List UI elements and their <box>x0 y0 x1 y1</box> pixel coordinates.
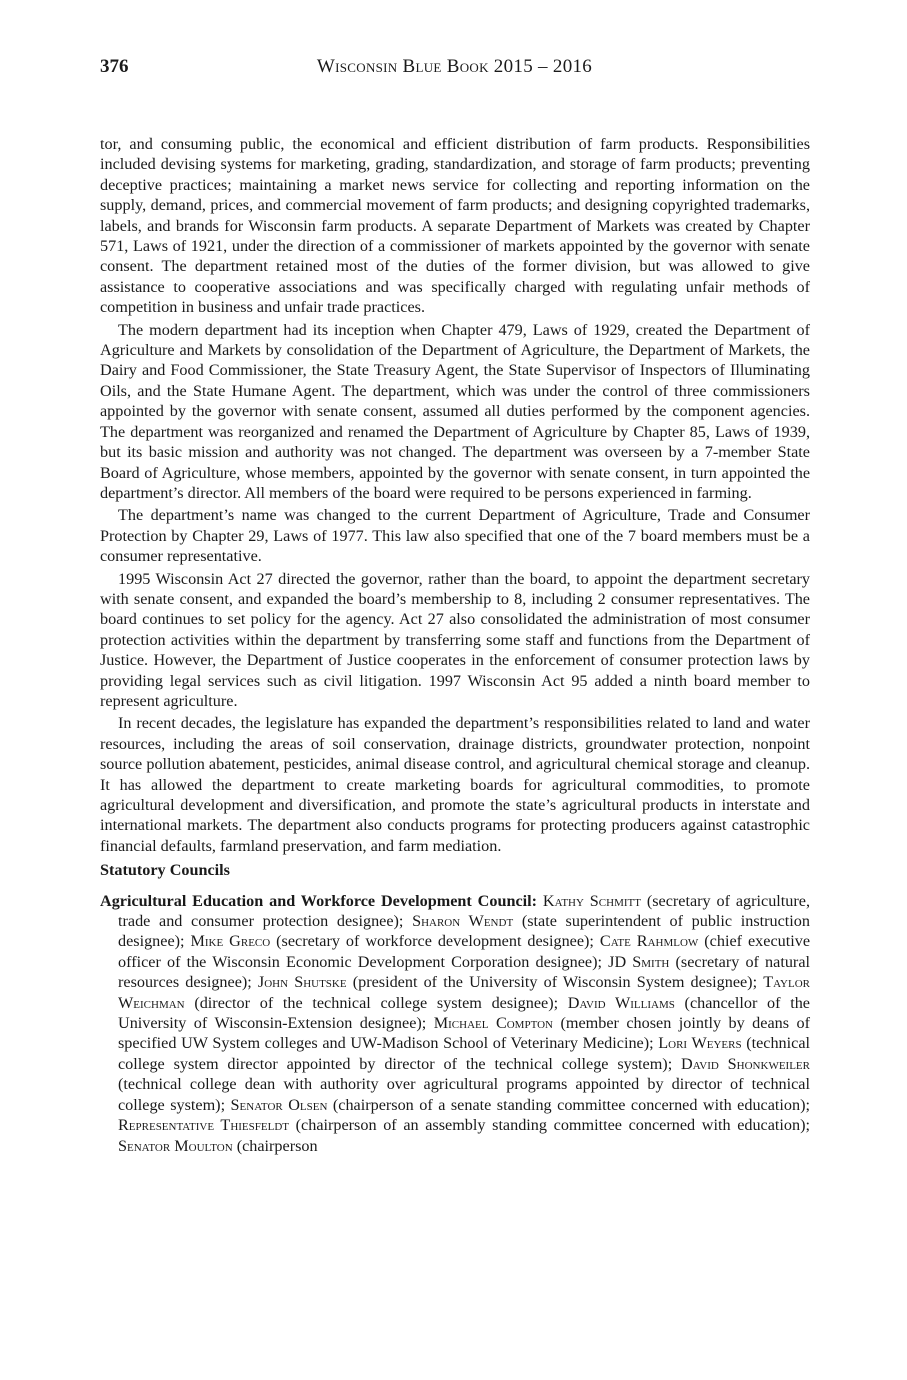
member-role: (technical college dean with authority over agricultural programs appointed by director of technical college system); <box>118 1075 810 1114</box>
council-members <box>118 892 810 1155</box>
running-title: Wisconsin Blue Book 2015 – 2016 <box>316 56 593 77</box>
paragraph: tor, and consuming public, the economical and efficient distribution of farm products. Responsibilities included devising systems for marketing, grading, standardization, and storage of farm products; preventing deceptive practices; maintaining a market news service for collecting and reporting information on the supply, demand, prices, and commercial movement of farm products; and designing copyrighted trademarks, labels, and brands for Wisconsin farm products. A separate Department of Markets was created by Chapter 571, Laws of 1921, under the direction of a commissioner of markets appointed by the governor with senate consent. The department retained most of the duties of the former division, but was allowed to give assistance to cooperative associations and was specifically charged with regulating unfair methods of competition in business and unfair trade practices. <box>100 135 810 317</box>
body-text <box>100 134 810 1158</box>
member-name: David Shonkweiler <box>681 1054 810 1073</box>
member-role: (chief executive officer of the Wisconsin Economic Development Corporation designee); <box>118 932 810 971</box>
member-name: Taylor Weichman <box>118 973 810 1012</box>
member-name: Senator Moulton <box>118 1136 233 1155</box>
paragraph: The modern department had its inception when Chapter 479, Laws of 1929, created the Department of Agriculture and Markets by consolidation of the Department of Agriculture, the Department of Markets, the Dairy and Food Commissioner, the State Treasury Agent, the State Supervisor of Inspectors of Illuminating Oils, and the State Humane Agent. The department, which was under the control of three commissioners appointed by the governor with senate consent, assumed all duties performed by the component agencies. The department was reorganized and renamed the Department of Agriculture by Chapter 85, Laws of 1939, but its basic mission and authority was not changed. The department was overseen by a 7-member State Board of Agriculture, whose members, appointed by the governor with senate consent, in turn appointed the department’s director. All members of the board were required to be persons experienced in farming. <box>100 320 810 502</box>
member-name: JD Smith <box>608 952 670 971</box>
member-name: Representative Thiesfeldt <box>118 1116 289 1135</box>
member-role: (president of the University of Wisconsin System designee); <box>346 973 764 992</box>
council-entry <box>100 891 810 1156</box>
member-role: (secretary of workforce development designee); <box>270 932 600 951</box>
member-role: (state superintendent of public instruction designee); <box>118 912 810 951</box>
member-name: Lori Weyers <box>658 1034 742 1053</box>
member-name: David Williams <box>567 993 675 1012</box>
member-name: Sharon Wendt <box>412 912 514 931</box>
council-title: Agricultural Education and Workforce Development Council: <box>100 891 538 910</box>
member-role: (director of the technical college system designee); <box>184 993 568 1012</box>
member-name: Senator Olsen <box>230 1095 328 1114</box>
member-name: Michael Compton <box>433 1014 553 1033</box>
member-role: (technical college system director appointed by director of the technical college system); <box>118 1034 811 1073</box>
member-name: Cate Rahmlow <box>599 932 699 951</box>
paragraph: 1995 Wisconsin Act 27 directed the governor, rather than the board, to appoint the department secretary with senate consent, and expanded the board’s membership to 8, including 2 consumer representatives. The board continues to set policy for the agency. Act 27 also consolidated the administration of most consumer protection activities within the department by transferring some staff and functions from the Department of Justice. However, the Department of Justice cooperates in the enforcement of consumer protection laws by providing legal services such as civil litigation. 1997 Wisconsin Act 95 added a ninth board member to represent agriculture. <box>100 569 810 710</box>
member-role: (secretary of natural resources designee); <box>118 952 810 992</box>
member-role: (chairperson of a senate standing committee concerned with education); <box>327 1095 810 1114</box>
member-role: (chairperson <box>232 1136 318 1155</box>
member-role: (member chosen jointly by deans of specified UW System colleges and UW-Madison School of Veterinary Medicine); <box>118 1014 810 1053</box>
member-name: John Shutske <box>257 973 347 992</box>
paragraph: The department’s name was changed to the current Department of Agriculture, Trade and Consumer Protection by Chapter 29, Laws of 1977. This law also specified that one of the 7 board members must be a consumer representative. <box>100 506 810 566</box>
page-header <box>100 56 809 84</box>
member-role: (secretary of agriculture, trade and consumer protection designee); <box>118 891 811 931</box>
member-role: (chancellor of the University of Wisconsin-Extension designee); <box>118 993 810 1033</box>
page-number: 376 <box>100 56 129 77</box>
section-heading: Statutory Councils <box>100 861 230 880</box>
member-role: (chairperson of an assembly standing committee concerned with education); <box>289 1116 810 1135</box>
member-name: Kathy Schmitt <box>542 891 641 910</box>
paragraph: In recent decades, the legislature has expanded the department’s responsibilities related to land and water resources, including the areas of soil conservation, drainage districts, groundwater protection, nonpoint source pollution abatement, pesticides, animal disease control, and agricultural chemical storage and cleanup. It has allowed the department to create marketing boards for agricultural commodities, to promote agricultural development and diversification, and promote the state’s agricultural products in interstate and international markets. The department also conducts programs for protecting producers against catastrophic financial defaults, farmland preservation, and farm mediation. <box>100 714 810 855</box>
member-name: Mike Greco <box>190 932 271 951</box>
